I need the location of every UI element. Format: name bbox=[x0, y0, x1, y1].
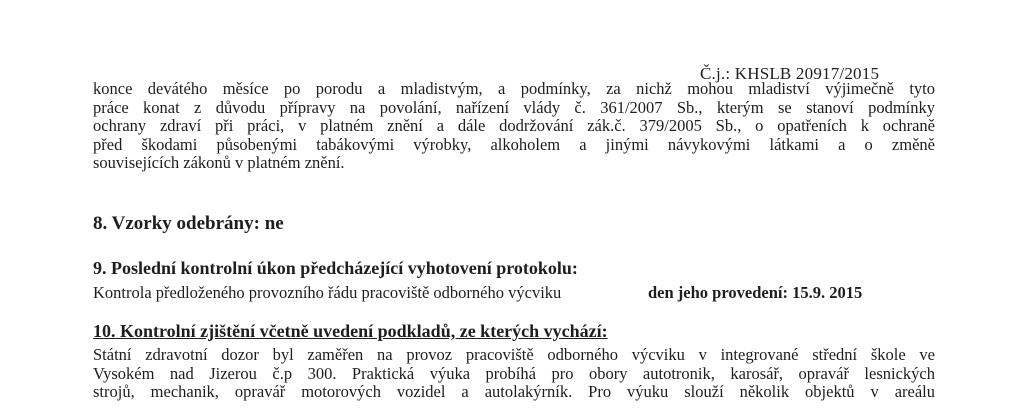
section-8-title: 8. Vzorky odebrány: bbox=[93, 213, 260, 234]
section-10-line: Státní zdravotní dozor byl zaměřen na provoz pracoviště odborného výcviku v integrované střední škole ve bbox=[93, 345, 935, 364]
section-8-value: ne bbox=[264, 213, 284, 234]
section-10-line: strojů, mechanik, opravář motorových vozidel a autolakýrník. Pro výuku slouží několik objektů v areálu bbox=[93, 382, 935, 401]
section-9-date bbox=[648, 283, 862, 303]
section-9-text: Kontrola předloženého provozního řádu pracoviště odborného výcviku bbox=[93, 283, 562, 302]
section-9-heading: 9. Poslední kontrolní úkon předcházející vyhotovení protokolu: bbox=[93, 258, 578, 278]
intro-line: před škodami působenými tabákovými výrobky, alkoholem a jinými návykovými látkami a o změně bbox=[93, 134, 935, 154]
section-10-line: Vysokém nad Jizerou č.p 300. Praktická výuka probíhá pro obory autotronik, karosář, opravář lesnických bbox=[93, 363, 935, 383]
section-10-paragraph bbox=[93, 346, 935, 402]
intro-paragraph bbox=[93, 80, 935, 173]
section-9-row bbox=[93, 283, 915, 303]
intro-line: práce konat z důvodu přípravy na povolání, nařízení vlády č. 361/2007 Sb., kterým se stanoví podmínky bbox=[93, 97, 935, 117]
intro-line: konce devátého měsíce po porodu a mladistvým, a podmínky, za nichž mohou mladiství výjimečně tyto bbox=[93, 79, 935, 98]
section-9-date-label: den jeho provedení: bbox=[648, 283, 788, 302]
intro-line: souvisejících zákonů v platném znění. bbox=[93, 153, 345, 172]
reference-number: Č.j.: KHSLB 20917/2015 bbox=[700, 64, 880, 83]
section-9-date-value: 15.9. 2015 bbox=[792, 283, 863, 302]
section-8-heading bbox=[93, 213, 284, 235]
intro-line: ochrany zdraví při práci, v platném znění a dále dodržování zák.č. 379/2005 Sb., o opatřeních k ochraně bbox=[93, 116, 935, 135]
section-10-heading: 10. Kontrolní zjištění včetně uvedení podkladů, ze kterých vychází: bbox=[93, 321, 608, 341]
